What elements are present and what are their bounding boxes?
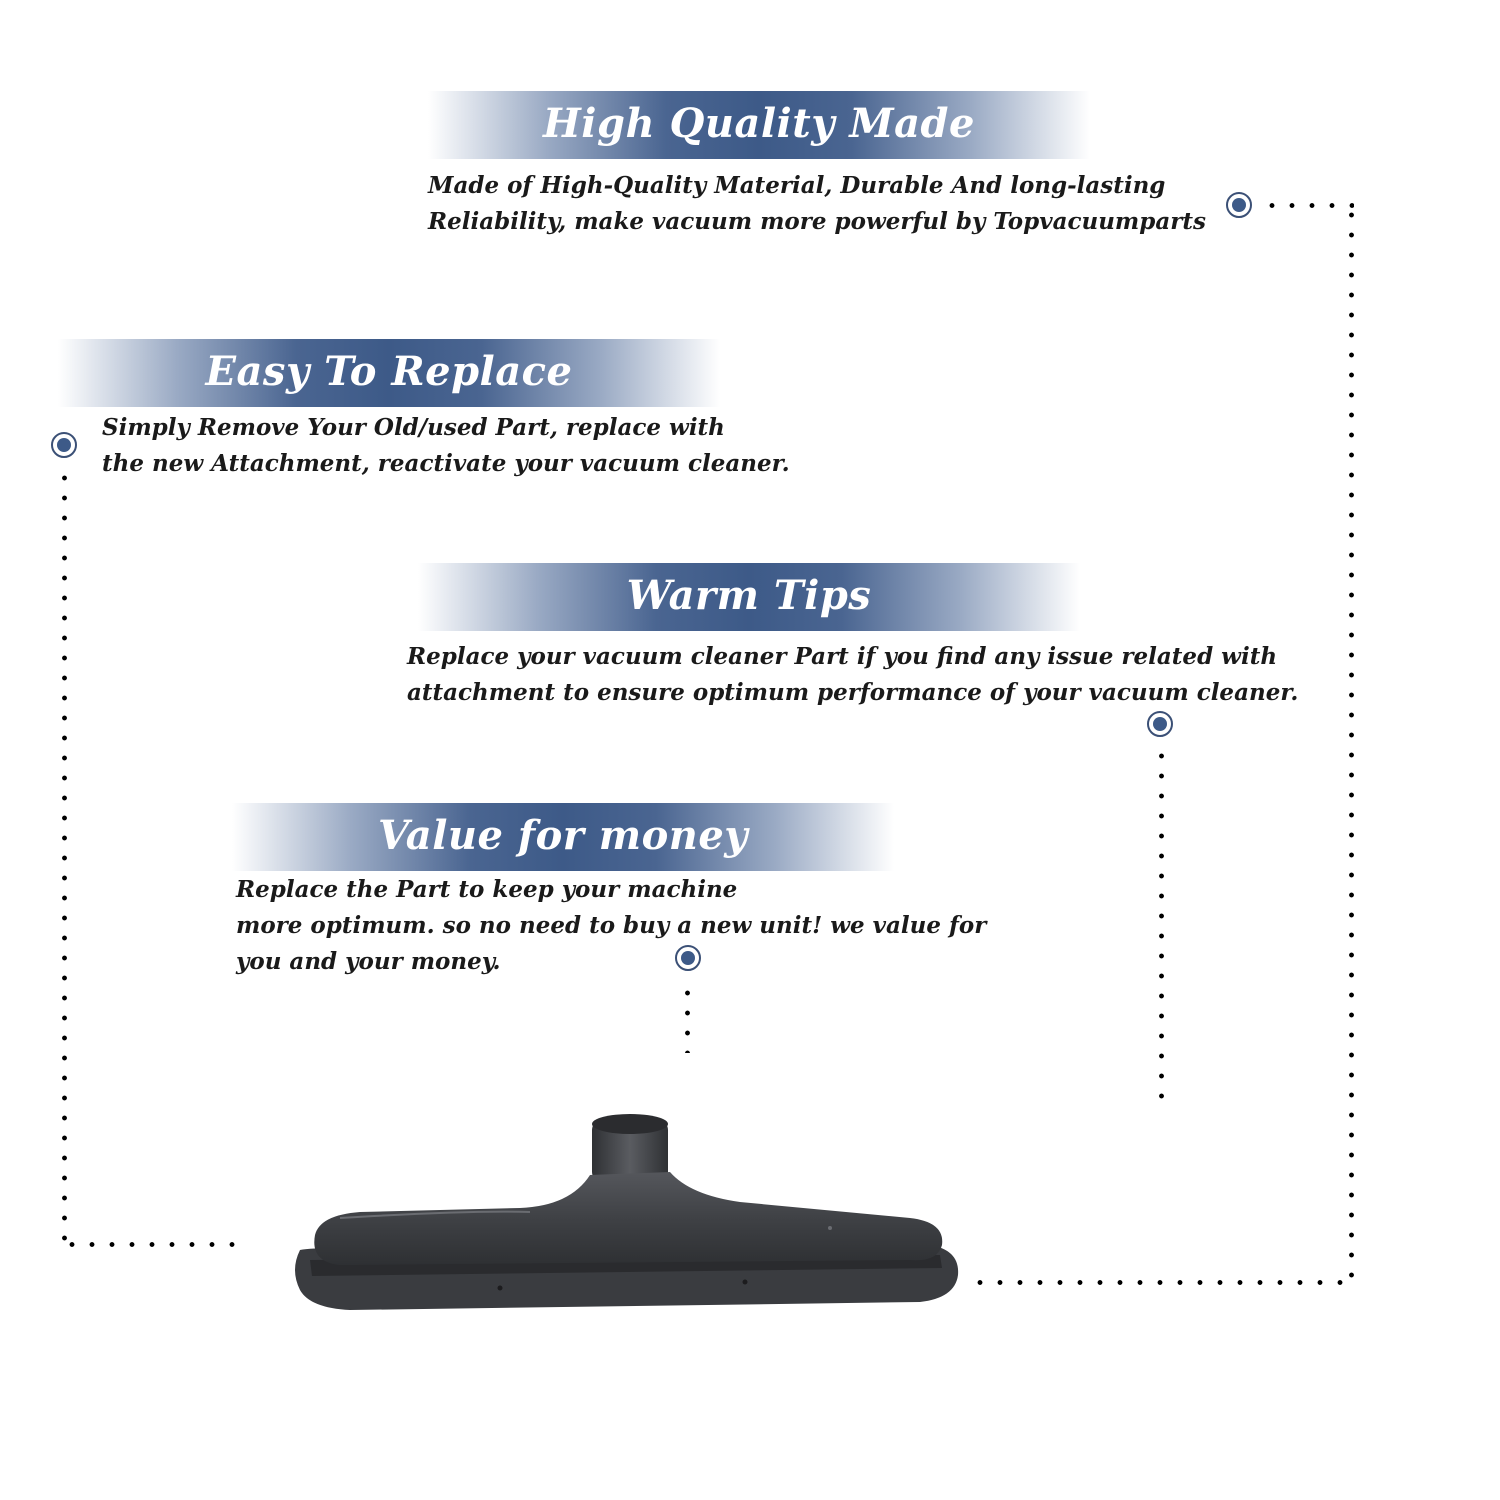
connector-line [970,1280,1354,1285]
connector-line [62,468,67,1248]
description-line: the new Attachment, reactivate your vacuum cleaner. [102,450,790,477]
marker-dot-icon [1147,711,1173,737]
section-description [236,872,986,980]
banner-high-quality-made [428,91,1090,159]
section-description [428,168,1206,240]
section-title: High Quality Made [543,100,975,147]
description-line: Replace your vacuum cleaner Part if you find any issue related with [407,643,1278,670]
description-line: Replace the Part to keep your machine [236,876,738,903]
vacuum-floor-brush-icon [270,1110,970,1330]
banner-value-for-money [232,803,894,871]
section-description [407,639,1298,711]
description-line: Simply Remove Your Old/used Part, replace with [102,414,725,441]
description-line: you and your money. [236,948,501,975]
section-description [102,410,790,482]
description-line: Reliability, make vacuum more powerful by Topvacuumparts [428,208,1206,235]
connector-line [1262,203,1354,208]
banner-easy-to-replace [58,339,720,407]
banner-warm-tips [418,563,1080,631]
connector-line [685,983,690,1053]
marker-dot-icon [1226,192,1252,218]
marker-dot-icon [675,945,701,971]
description-line: Made of High-Quality Material, Durable And long-lasting [428,172,1166,199]
description-line: more optimum. so no need to buy a new unit! we value for [236,912,987,939]
connector-line [1349,205,1354,1290]
marker-dot-icon [51,432,77,458]
connector-line [62,1242,248,1247]
section-title: Value for money [377,812,749,859]
connector-line [1159,746,1164,1106]
section-title: Easy To Replace [205,348,573,395]
description-line: attachment to ensure optimum performance of your vacuum cleaner. [407,679,1299,706]
section-title: Warm Tips [626,572,872,619]
